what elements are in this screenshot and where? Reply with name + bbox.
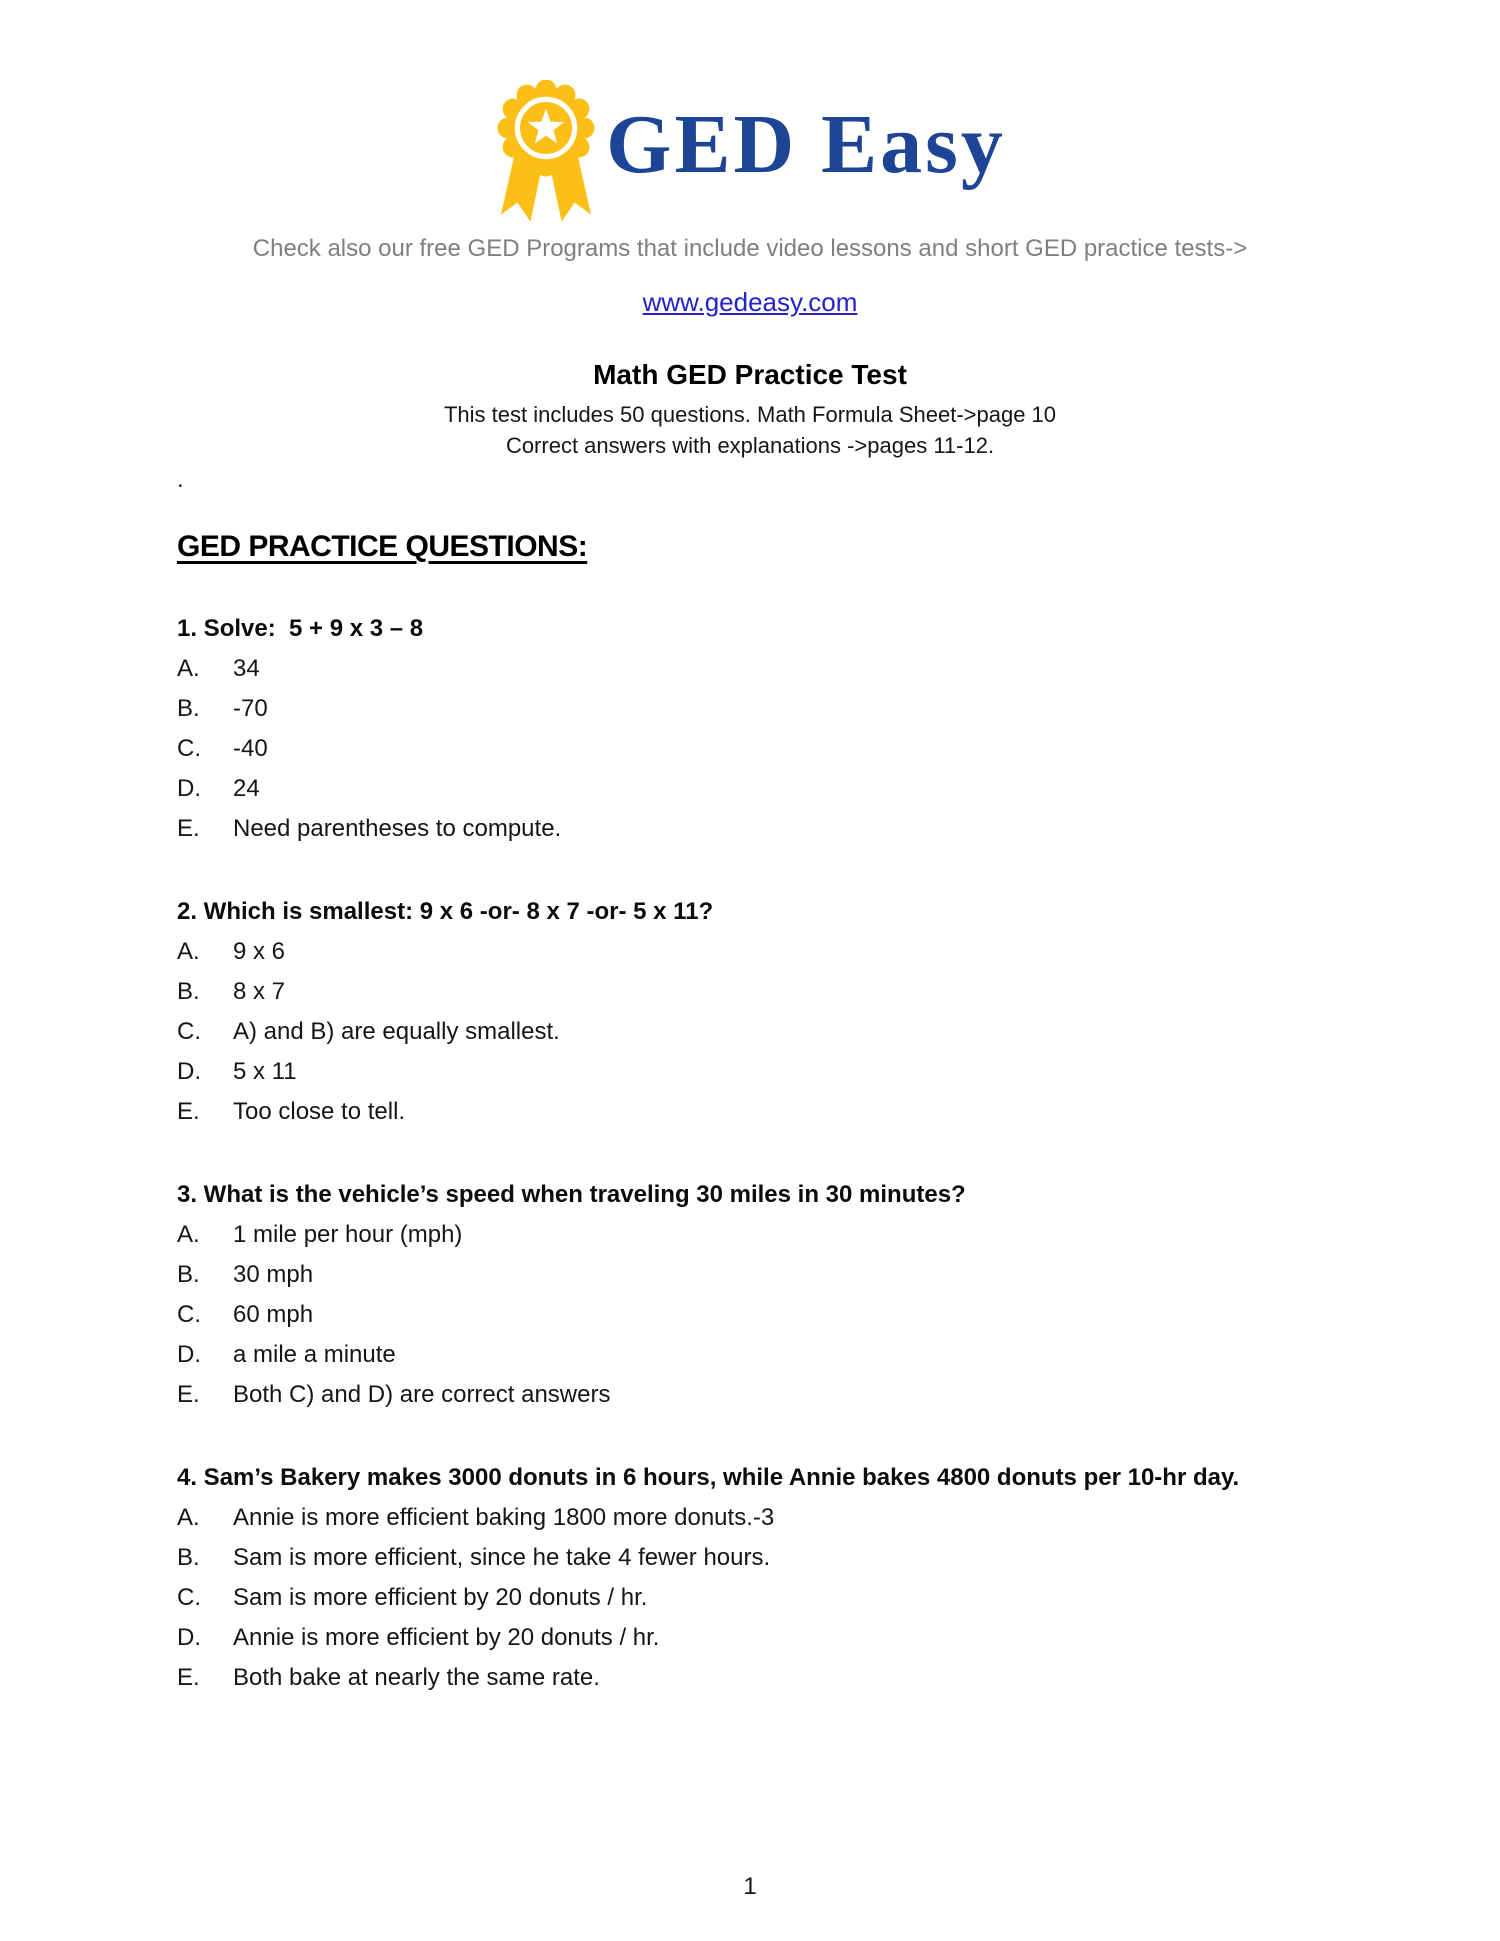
question-3-option-b xyxy=(177,1255,1500,1295)
option-letter: E. xyxy=(177,1664,200,1691)
option-text: 34 xyxy=(233,655,260,682)
question-4-prompt: 4. Sam’s Bakery makes 3000 donuts in 6 hours, while Annie bakes 4800 donuts per 10-hr day. xyxy=(177,1464,1240,1491)
option-text: 24 xyxy=(233,775,260,802)
option-letter: D. xyxy=(177,1341,201,1368)
page-number: 1 xyxy=(743,1873,757,1900)
question-2-option-e xyxy=(177,1092,1500,1132)
option-letter: B. xyxy=(177,1261,200,1288)
option-text: 9 x 6 xyxy=(233,938,286,965)
page-title: Math GED Practice Test xyxy=(593,359,907,390)
option-letter: B. xyxy=(177,695,200,722)
question-1-option-a xyxy=(177,649,1500,689)
option-text: Both bake at nearly the same rate. xyxy=(233,1664,600,1691)
option-text: a mile a minute xyxy=(233,1341,396,1368)
question-1-option-e xyxy=(177,809,1500,849)
option-text: Both C) and D) are correct answers xyxy=(233,1381,611,1408)
question-4-option-e xyxy=(177,1658,1500,1698)
option-text: Annie is more efficient by 20 donuts / hr. xyxy=(233,1624,660,1651)
section-heading: GED PRACTICE QUESTIONS: xyxy=(177,530,588,563)
option-text: Sam is more efficient by 20 donuts / hr. xyxy=(233,1584,648,1611)
question-4-option-d xyxy=(177,1618,1500,1658)
subtitle-line-1: This test includes 50 questions. Math Formula Sheet->page 10 xyxy=(443,402,1057,427)
logo xyxy=(0,0,1500,228)
logo-wordmark: GED Easy xyxy=(606,98,1006,191)
stray-period: . xyxy=(177,466,184,493)
option-text: Annie is more efficient baking 1800 more donuts.-3 xyxy=(233,1504,775,1531)
option-letter: D. xyxy=(177,1624,201,1651)
question-1-option-d xyxy=(177,769,1500,809)
question-3-prompt: 3. What is the vehicle’s speed when traveling 30 miles in 30 minutes? xyxy=(177,1181,966,1208)
question-1-option-c xyxy=(177,729,1500,769)
option-text: A) and B) are equally smallest. xyxy=(233,1018,560,1045)
question-2-option-a xyxy=(177,932,1500,972)
option-letter: D. xyxy=(177,1058,201,1085)
option-text: Sam is more efficient, since he take 4 fewer hours. xyxy=(233,1544,771,1571)
promo-text: Check also our free GED Programs that include video lessons and short GED practice tests-> xyxy=(252,235,1248,262)
option-text: Need parentheses to compute. xyxy=(233,815,562,842)
subtitle-line-2: Correct answers with explanations ->pages 11-12. xyxy=(505,433,995,458)
option-text: 60 mph xyxy=(233,1301,314,1328)
award-ribbon-star-icon xyxy=(494,80,598,228)
option-letter: A. xyxy=(177,1504,200,1531)
option-letter: E. xyxy=(177,815,200,842)
question-3 xyxy=(177,1175,1500,1415)
question-1-option-b xyxy=(177,689,1500,729)
website-link-row xyxy=(0,286,1500,318)
option-text: 1 mile per hour (mph) xyxy=(233,1221,463,1248)
question-3-option-d xyxy=(177,1335,1500,1375)
question-4 xyxy=(177,1458,1500,1698)
option-letter: B. xyxy=(177,978,200,1005)
question-2-option-d xyxy=(177,1052,1500,1092)
option-text: -40 xyxy=(233,735,268,762)
question-2-option-c xyxy=(177,1012,1500,1052)
question-4-option-a xyxy=(177,1498,1500,1538)
option-letter: C. xyxy=(177,1301,201,1328)
question-3-option-a xyxy=(177,1215,1500,1255)
option-letter: D. xyxy=(177,775,201,802)
question-2-prompt: 2. Which is smallest: 9 x 6 -or- 8 x 7 -or- 5 x 11? xyxy=(177,898,714,925)
question-1-prompt: 1. Solve: 5 + 9 x 3 – 8 xyxy=(177,615,424,642)
option-letter: A. xyxy=(177,655,200,682)
question-2 xyxy=(177,892,1500,1132)
question-3-option-e xyxy=(177,1375,1500,1415)
option-letter: C. xyxy=(177,1018,201,1045)
question-4-option-c xyxy=(177,1578,1500,1618)
option-letter: E. xyxy=(177,1381,200,1408)
option-text: 30 mph xyxy=(233,1261,314,1288)
option-letter: E. xyxy=(177,1098,200,1125)
option-letter: B. xyxy=(177,1544,200,1571)
option-letter: A. xyxy=(177,938,200,965)
option-letter: C. xyxy=(177,1584,201,1611)
option-text: Too close to tell. xyxy=(233,1098,406,1125)
option-letter: A. xyxy=(177,1221,200,1248)
option-text: 5 x 11 xyxy=(233,1058,297,1085)
option-text: 8 x 7 xyxy=(233,978,286,1005)
question-3-option-c xyxy=(177,1295,1500,1335)
website-link[interactable]: www.gedeasy.com xyxy=(642,287,858,317)
question-2-option-b xyxy=(177,972,1500,1012)
option-text: -70 xyxy=(233,695,268,722)
question-1 xyxy=(177,609,1500,849)
option-letter: C. xyxy=(177,735,201,762)
question-4-option-b xyxy=(177,1538,1500,1578)
